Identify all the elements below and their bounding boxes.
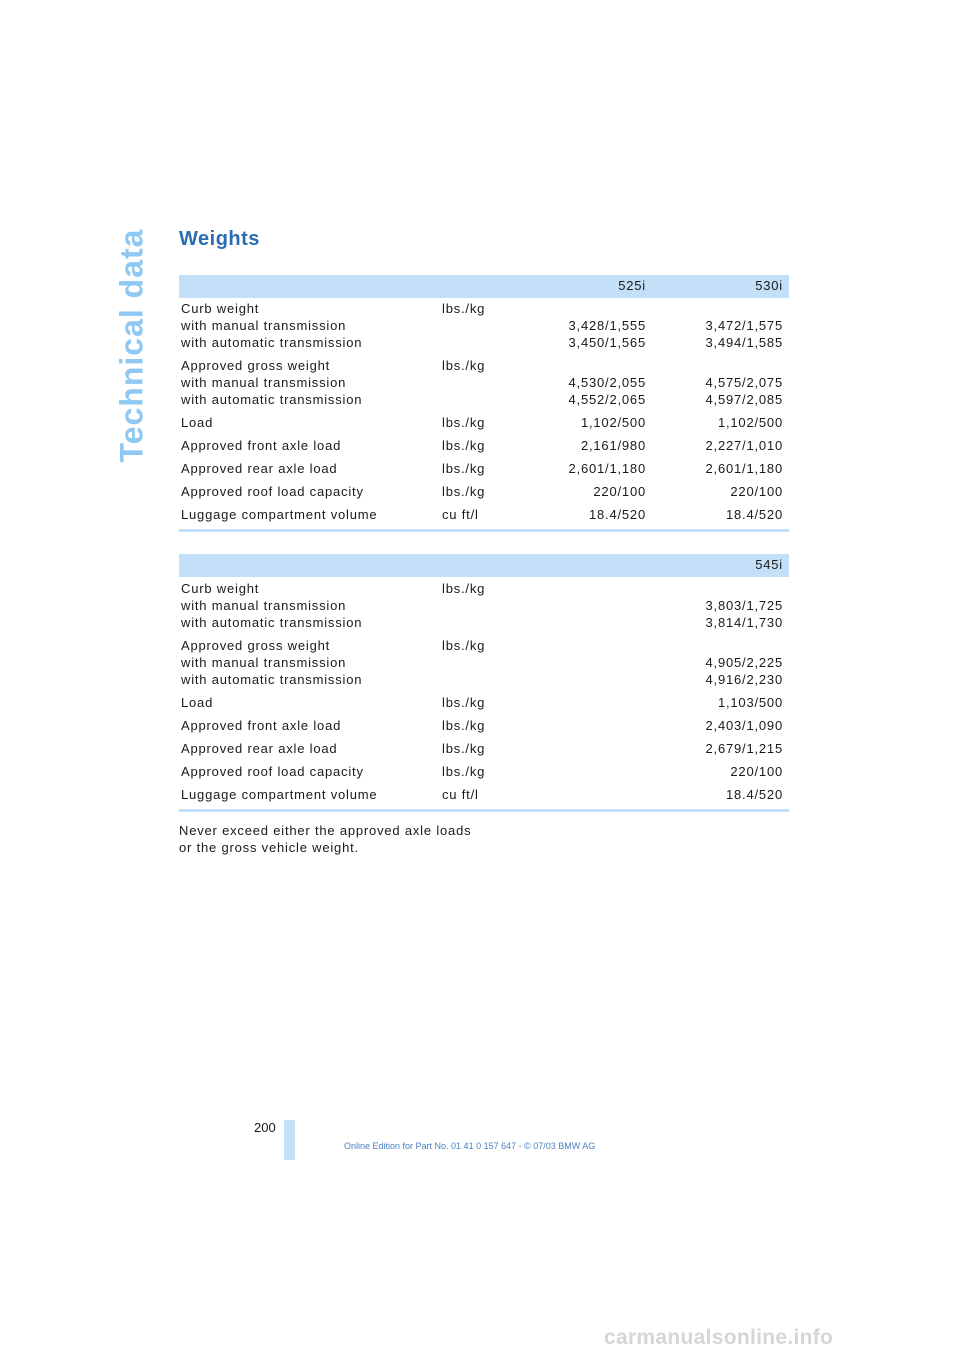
row-label: Approved front axle load [181,718,342,733]
table-row [179,506,789,529]
row-label: Approved roof load capacity [181,764,364,779]
row-value: 2,601/1,180 [705,461,783,476]
row-label: Luggage compartment volume [181,787,378,802]
table-row [179,414,789,437]
table-row [179,637,789,694]
row-value: 1,102/500 [717,415,783,430]
row-value: 1,102/500 [580,415,646,430]
weight-warning-note: Never exceed either the approved axle loads or the gross vehicle weight. [179,823,472,855]
row-value: 1,103/500 [717,695,783,710]
row-unit: lbs./kg [442,358,486,373]
table-row [179,580,789,637]
table-header [179,275,789,298]
watermark: carmanualsonline.info [604,1326,834,1349]
row-unit: lbs./kg [442,484,486,499]
table-row [179,740,789,763]
row-label: Curb weight with manual transmission with automatic transmission [181,301,363,350]
table-row [179,786,789,809]
table-row [179,460,789,483]
row-value: 2,227/1,010 [705,438,783,453]
row-unit: cu ft/l [442,507,479,522]
row-unit: lbs./kg [442,764,486,779]
page-number: 200 [254,1120,276,1135]
row-value: 18.4/520 [588,507,646,522]
table-row [179,437,789,460]
row-value: 18.4/520 [725,507,783,522]
row-label: Load [181,695,214,710]
row-value: 3,803/1,725 3,814/1,730 [705,598,783,630]
row-unit: cu ft/l [442,787,479,802]
row-value: 18.4/520 [725,787,783,802]
section-side-tab-label: Technical data [113,228,150,462]
row-unit: lbs./kg [442,438,486,453]
page-title: Weights [179,228,260,250]
row-label: Approved gross weight with manual transmission with automatic transmission [181,358,363,407]
row-label: Approved gross weight with manual transmission with automatic transmission [181,638,363,687]
row-unit: lbs./kg [442,415,486,430]
row-unit: lbs./kg [442,741,486,756]
row-value: 2,601/1,180 [568,461,646,476]
row-label: Approved rear axle load [181,461,338,476]
table-row [179,763,789,786]
row-label: Approved roof load capacity [181,484,364,499]
column-header: 525i [618,278,646,293]
page-marker-bar [284,1120,295,1160]
row-value: 220/100 [730,484,783,499]
row-value: 2,403/1,090 [705,718,783,733]
table-row [179,483,789,506]
row-value: 220/100 [730,764,783,779]
row-unit: lbs./kg [442,695,486,710]
weights-table-525i-530i [179,275,789,532]
column-header: 545i [755,557,783,572]
row-value: 3,472/1,575 3,494/1,585 [705,318,783,350]
row-label: Luggage compartment volume [181,507,378,522]
row-unit: lbs./kg [442,718,486,733]
row-label: Load [181,415,214,430]
table-row [179,357,789,414]
row-unit: lbs./kg [442,301,486,316]
row-unit: lbs./kg [442,581,486,596]
row-value: 4,905/2,225 4,916/2,230 [705,655,783,687]
row-value: 4,530/2,055 4,552/2,065 [568,375,646,407]
row-label: Approved front axle load [181,438,342,453]
footer-edition-text: Online Edition for Part No. 01 41 0 157 647 - © 07/03 BMW AG [344,1141,596,1151]
row-value: 220/100 [593,484,646,499]
row-value: 3,428/1,555 3,450/1,565 [568,318,646,350]
column-header: 530i [755,278,783,293]
row-value: 2,679/1,215 [705,741,783,756]
weights-table-545i [179,554,789,812]
table-row [179,300,789,357]
row-label: Curb weight with manual transmission with automatic transmission [181,581,363,630]
section-side-tab [110,230,154,460]
row-label: Approved rear axle load [181,741,338,756]
table-row [179,717,789,740]
row-unit: lbs./kg [442,461,486,476]
row-value: 4,575/2,075 4,597/2,085 [705,375,783,407]
table-header [179,554,789,577]
row-value: 2,161/980 [580,438,646,453]
row-unit: lbs./kg [442,638,486,653]
table-row [179,694,789,717]
